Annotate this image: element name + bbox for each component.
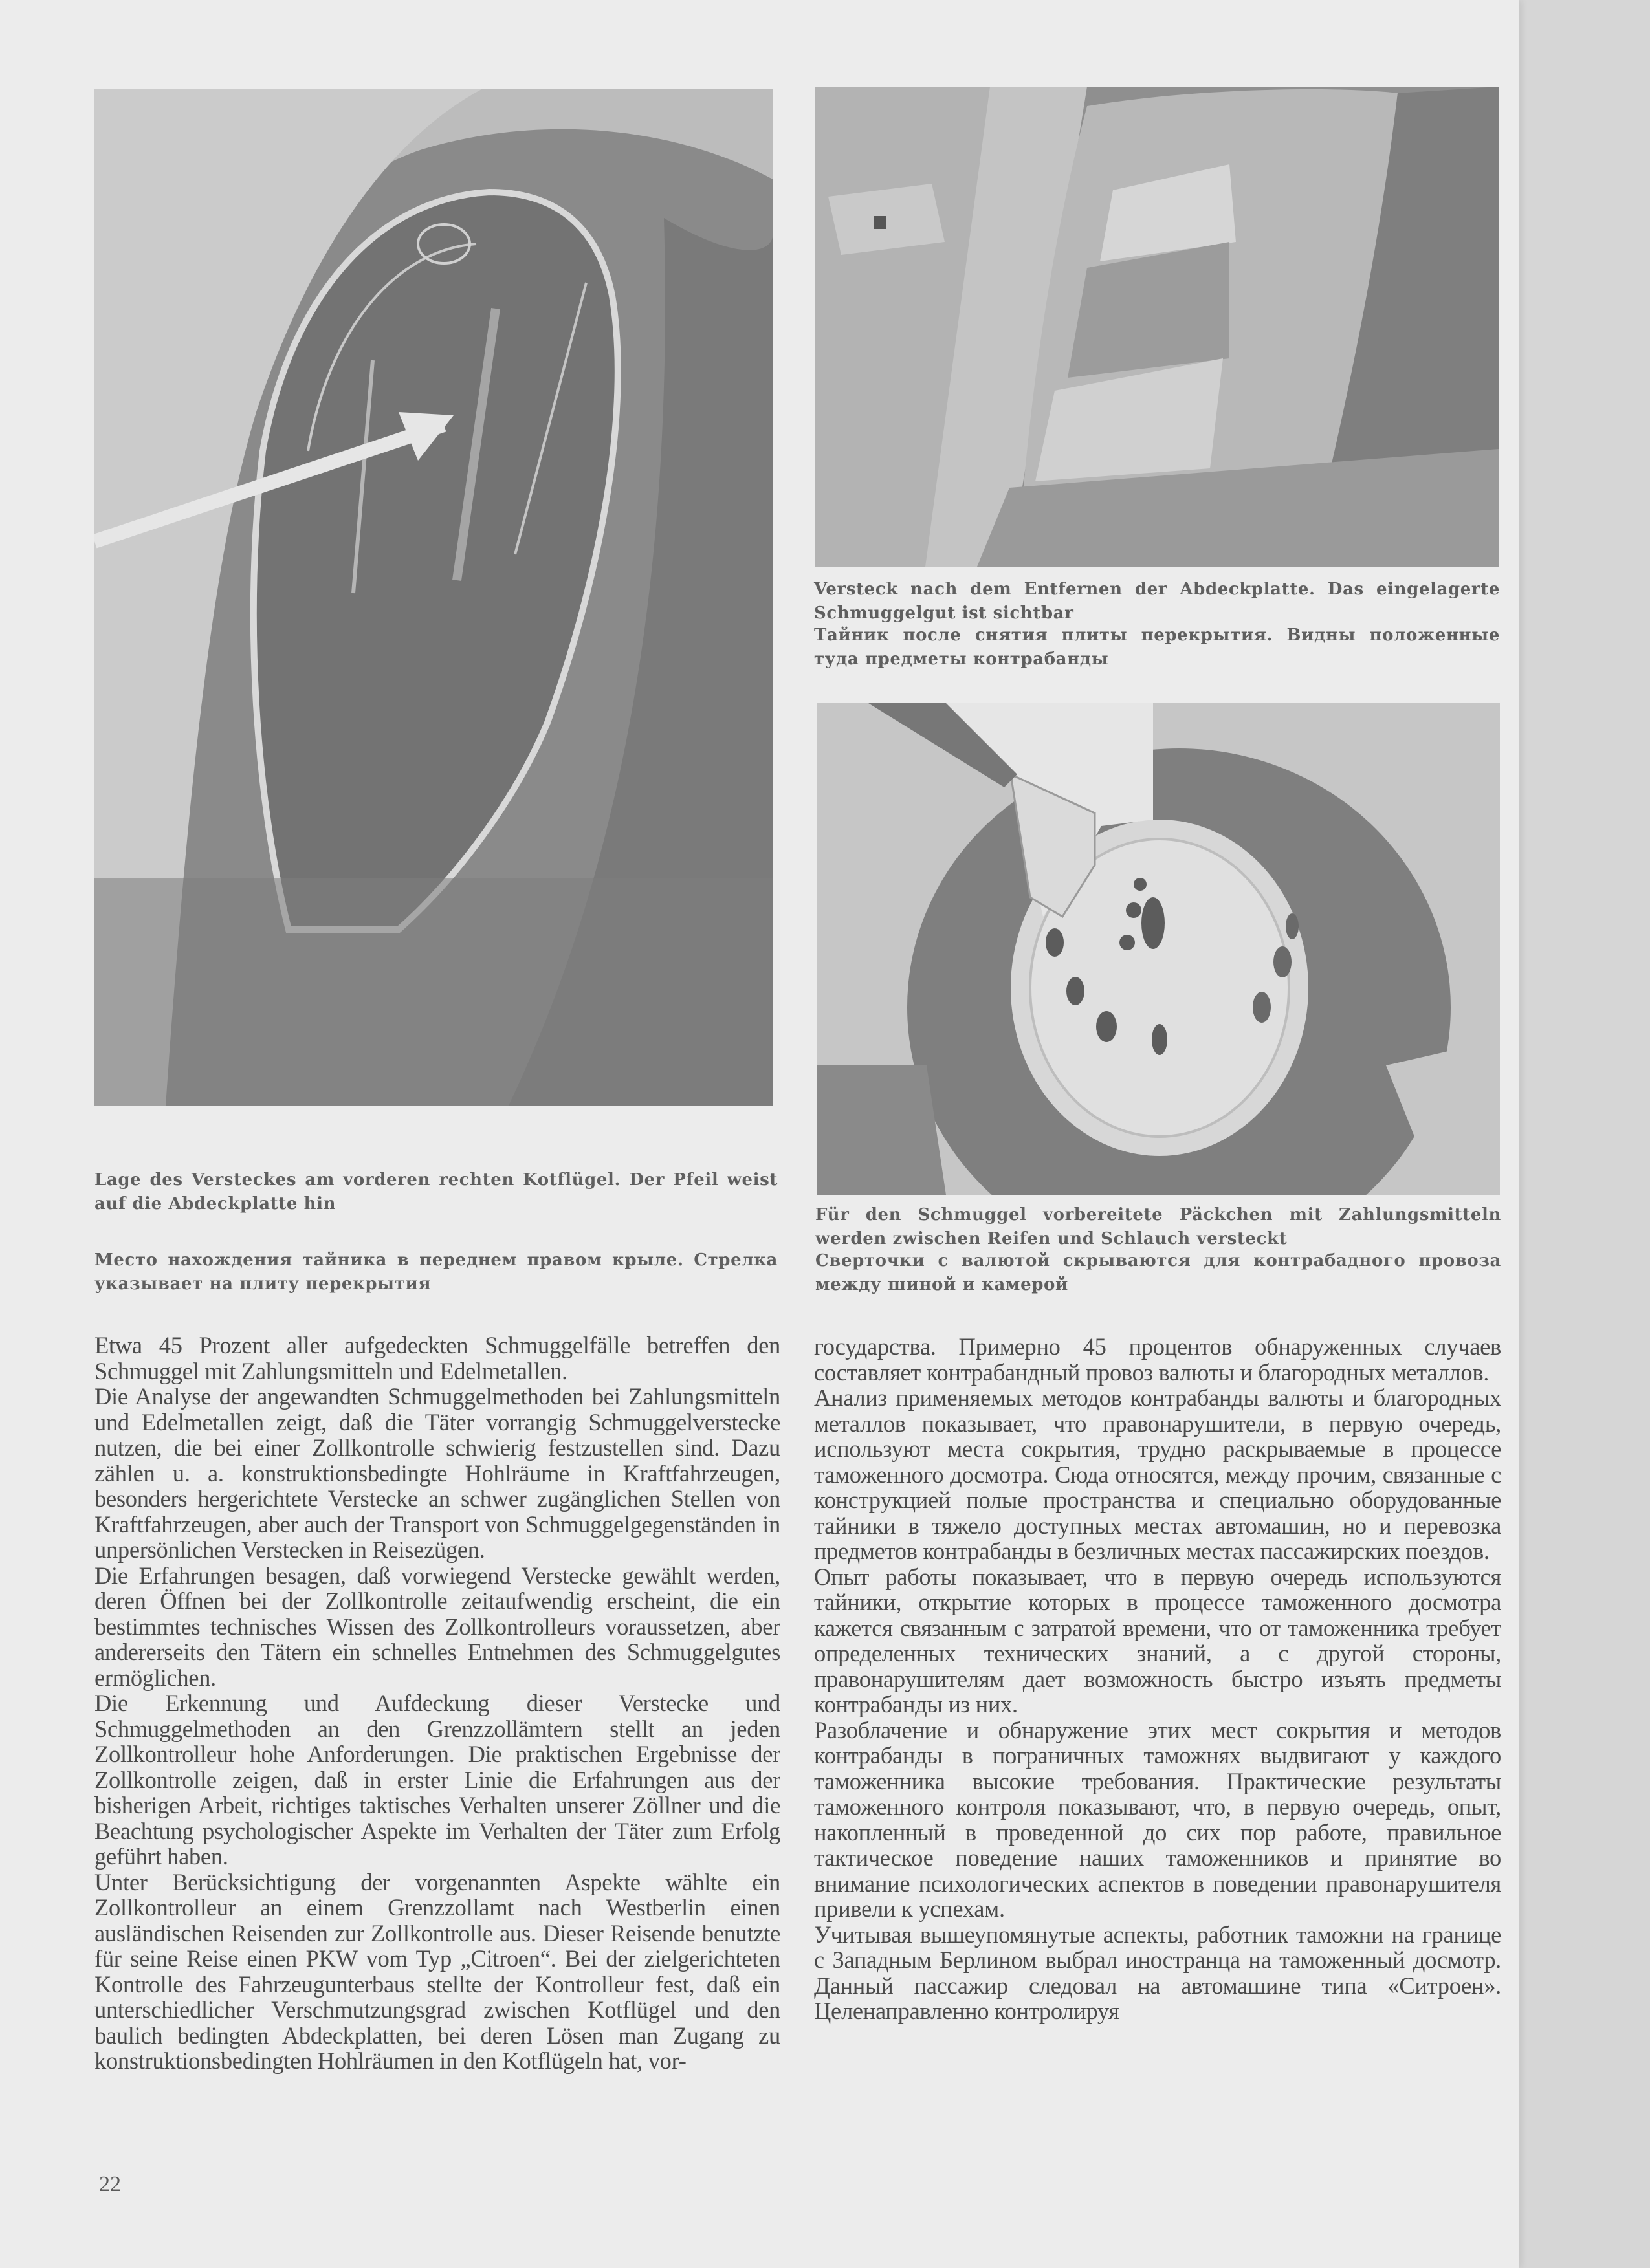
article-column-russian — [814, 1334, 1501, 2024]
tire-photo-image — [817, 703, 1500, 1195]
caption-tire-de: Für den Schmuggel vorbereitete Päckchen mit Zahlungsmitteln werden zwischen Reifen und Schlauch versteckt — [815, 1205, 1501, 1248]
paragraph: Опыт работы показывает, что в первую очередь используются тайники, открытие которых в процессе таможенного досмотра кажется связанным с затратой времени, что от таможенника требует определенных технических знаний, а с другой стороны, правонарушителям дает возможность быстро изъять предметы контрабанды из них. — [814, 1563, 1501, 1717]
paragraph: Unter Berücksichtigung der vorgenannten Aspekte wählte ein Zollkontrolleur an einem Grenzzollamt nach Westberlin einen ausländischen Reisenden zur Zollkontrolle aus. Dieser Reisende benutzte für seine Reise einen PKW vom Typ „Citroen“. Bei der zielgerichteten Kontrolle des Fahrzeugunterbaus stellte der Kontrolleur fest, daß ein unterschiedlicher Verschmutzungsgrad zwischen Kotflügel und den baulich bedingten Abdeckplatten, bei deren Lösen man Zugang zu konstruktionsbedingten Hohlräumen in den Kotflügeln hat, vor- — [94, 1868, 780, 2074]
caption-fender-de: Lage des Versteckes am vorderen rechten Kotflügel. Der Pfeil weist auf die Abdeckplatte hin — [94, 1170, 778, 1214]
photo-cavity — [815, 87, 1499, 567]
photo-tire — [817, 703, 1500, 1195]
paragraph: Die Erkennung und Aufdeckung dieser Verstecke und Schmuggelmethoden an den Grenzzollämtern stellt an jeden Zollkontrolleur hohe Anforderungen. Die praktischen Ergebnisse der Zollkontrolle zeigen, daß in erster Linie die Erfahrungen aus der bisherigen Arbeit, richtiges taktisches Verhalten unserer Zöllner und die Beachtung psychologischer Aspekte im Verhalten der Täter zum Erfolg geführt haben. — [94, 1690, 780, 1870]
cavity-photo-image — [815, 87, 1499, 567]
caption-cavity-de: Versteck nach dem Entfernen der Abdeckplatte. Das eingelagerte Schmuggelgut ist sichtbar — [814, 580, 1500, 623]
caption-tire-ru: Сверточки с валютой скрываются для контрабадного провоза между шиной и камерой — [815, 1251, 1501, 1294]
page-number: 22 — [99, 2172, 121, 2196]
paragraph: государства. Примерно 45 процентов обнаруженных случаев составляет контрабандный провоз валюты и благородных металлов. — [814, 1333, 1501, 1386]
paragraph: Учитывая вышеупомянутые аспекты, работник таможни на границе с Западным Берлином выбрал иностранца на таможенный досмотр. Данный пассажир следовал на автомашине типа «Ситроен». Целенаправленно контролируя — [814, 1921, 1501, 2024]
paragraph: Разоблачение и обнаружение этих мест сокрытия и методов контрабанды в пограничных таможнях выдвигают у каждого таможенника высокие требования. Практические результаты таможенного контроля показывают, что, в первую очередь, опыт, накопленный в проведенной до сих пор работе, правильное тактическое поведение наших таможенников и принятие во внимание психологических аспектов в поведении правонарушителя привели к успехам. — [814, 1716, 1501, 1922]
caption-fender-ru: Место нахождения тайника в переднем правом крыле. Стрелка указывает на плиту перекрытия — [94, 1250, 778, 1294]
paragraph: Анализ применяемых методов контрабанды валюты и благородных металлов показывает, что правонарушители, в первую очередь, используют места сокрытия, трудно раскрываемые в процессе таможенного досмотра. Сюда относятся, между прочим, связанные с конструкцией полые пространства и специально оборудованные тайники в тяжело доступных местах автомашин, но и перевозка предметов контрабанды в безличных местах пассажирских поездов. — [814, 1384, 1501, 1564]
paragraph: Die Analyse der angewandten Schmuggelmethoden bei Zahlungsmitteln und Edelmetallen zeigt, daß die Täter vorrangig Schmuggelverstecke nutzen, die bei einer Zollkontrolle schwierig festzustellen sind. Dazu zählen u. a. konstruktionsbedingte Hohlräume in Kraftfahrzeugen, besonders hergerichtete Verstecke an schwer zugänglichen Stellen von Kraftfahrzeugen, aber auch der Transport von Schmuggelgegenständen in unpersönlichen Verstecken in Reisezügen. — [94, 1383, 780, 1563]
paragraph: Die Erfahrungen besagen, daß vorwiegend Verstecke gewählt werden, deren Öffnen bei der Zollkontrolle zeitaufwendig erscheint, die ein bestimmtes technisches Wissen des Zollkontrolleurs voraussetzen, aber andererseits den Tätern ein schnelles Entnehmen des Schmuggelgutes ermöglichen. — [94, 1562, 780, 1691]
photo-fender — [94, 89, 773, 1106]
article-column-german — [94, 1333, 780, 2074]
paragraph: Etwa 45 Prozent aller aufgedeckten Schmuggelfälle betreffen den Schmuggel mit Zahlungsmitteln und Edelmetallen. — [94, 1332, 780, 1384]
fender-photo-image — [94, 89, 773, 1106]
caption-cavity-ru: Тайник после снятия плиты перекрытия. Видны положенные туда предметы контрабанды — [814, 626, 1500, 669]
